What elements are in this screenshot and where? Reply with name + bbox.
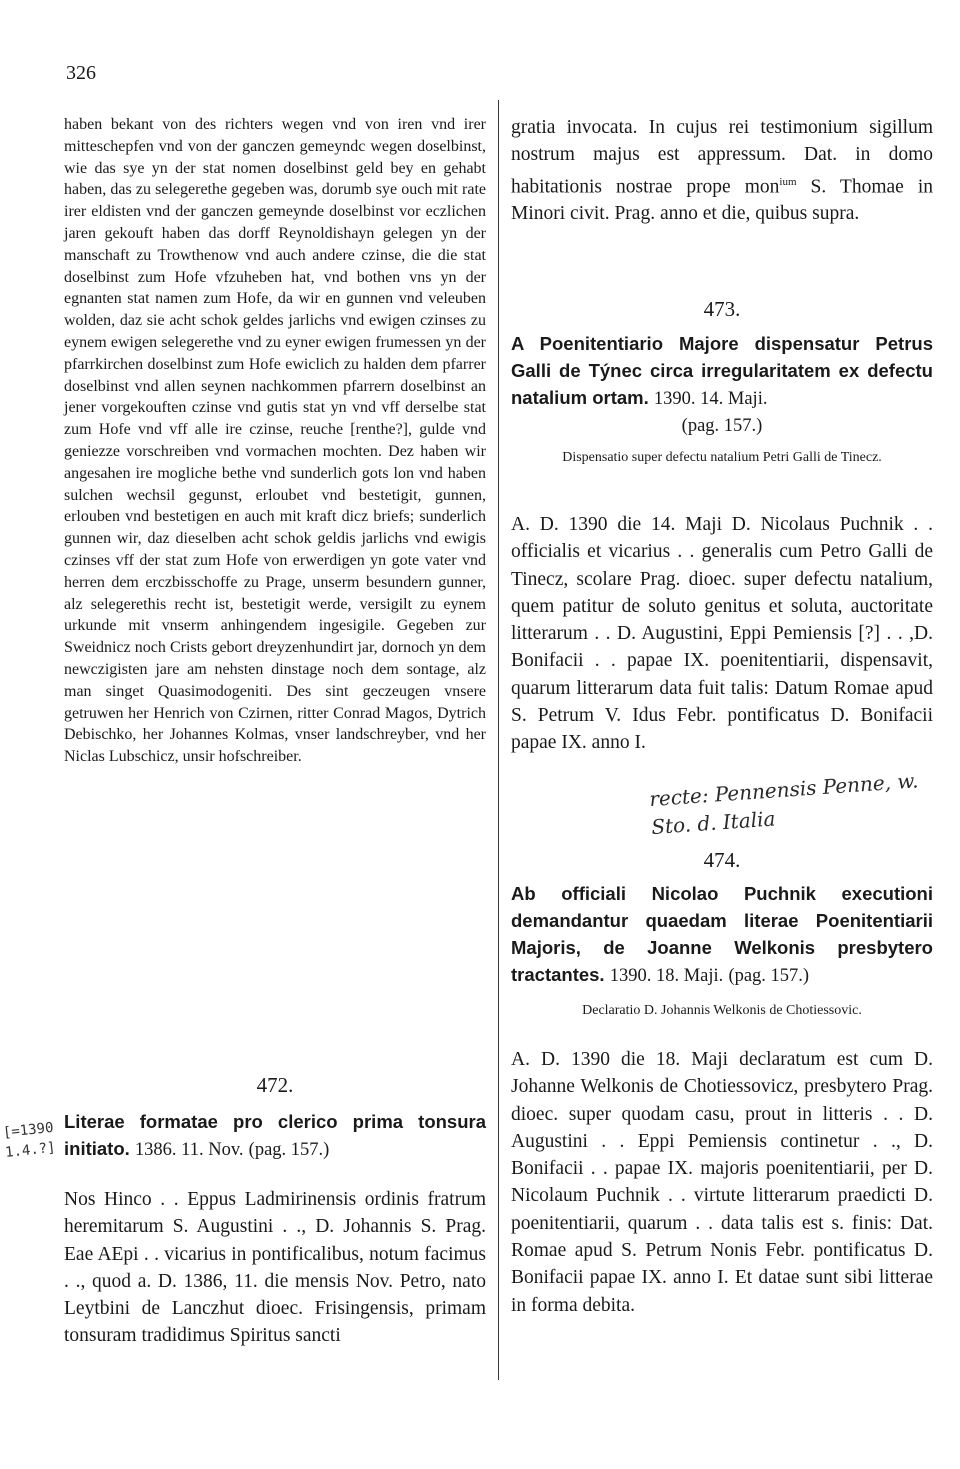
right-column [511, 114, 933, 228]
document-number-472: 472. [256, 1073, 294, 1097]
heading-date-473: 1390. 14. Maji. [653, 389, 768, 409]
german-charter-text: haben bekant von des richters wegen vnd von iren vnd irer mitteschepfen vnd von der ganczen gemeyndc wegen doselbinst, wie das sye yn der stat nomen doselbinst geld bey en gehabt haben, das zu selegerethe gegeben was, dorumb sye ouch mit rate irer eldisten vnd der ganczen gemeynde doselbinst vor eczlichen jaren gekouft haben das dorff Reynoldishayn gelegen yn der manschaft zu Trowthenow vnd auch andere czinse, die die stat doselbinst zum Hofe vfzuheben hat, vnd bothen vns yn der egnanten stat namen zum Hofe, da wir en gunnen vnd veleuben wolden, daz sie acht schok geldes jarlichs vnd ewigen czinses zu eynem ewigen selegerethe vnd zu eyner ewigen frumessen yn der pfarrkirchen doselbinst zum Hofe ewiclich zu halden dem pfarrer doselbinst vnd allen seynen nachkommen pfarrern doselbinst an jener vorgekouften czinse vnd gutis stat yn vnd vff derselbe stat zum Hofe vnd vff alle ire czinse, reuche [renthe?], gulde vnd geniezze vorschreiben vnd vormachen mochten. Dez haben wir angesahen ire mogliche bethe vnd sunderlich gots lon vnd haben sulchen wechsil gegunst, erloubet vnd bestetigit, gunnen, erlouben vnd bestetigen en auch mit kraft dicz briefs; sunderlich gunnen wir, daz dieselben acht schok geldis jarlichs vnd ewigis czinses vff der stat zum Hofe von erwerdigen yn gote vater vnd herren dem erczbisschoffe zu Prage, unserm besundern gunner, alz selegerethis recht ist, bestetigit werde, versigilt zu eynem urkunde mit vnserm anhingendem ingesigile. Gegeben zur Sweidnicz noch Crists gebort dreyzenhundirt jar, dornoch yn dem newczigisten jare am nehsten dinstage noch dem sontage, alz man singet Quasimodogeniti. Des sint geczeugen vnsere getruwen her Henrich von Czirnen, ritter Conrad Magos, Dytrich Debischko, her Johannes Kolmas, vnser landschreyber, vnd her Niclas Lubschicz, unsir hofschreiber. [64, 116, 486, 766]
left-column [64, 114, 486, 768]
page-number: 326 [66, 62, 96, 84]
heading-date-474: 1390. 18. Maji. [609, 966, 724, 986]
continuation-text-part-1: gratia invocata. In cujus rei testimonium sigillum nostrum majus est appressum. Dat. in domo habitationis nostrae prope mon [511, 117, 933, 198]
document-text-473: A. D. 1390 die 14. Maji D. Nicolaus Puchnik . . officialis et vicarius . . generalis cum Petro Galli de Tinecz, scolare Prag. dioec. super defectu natalium, quem patitur de soluto genitus et soluta, auctoritate litterarum . . D. Augustini, Eppi Pemiensis [?] . . ,D. Bonifacii . . papae IX. poenitentiarii, dispensavit, quarum litterarum data fuit talis: Datum Romae apud S. Petrum V. Idus Febr. pontificatus D. Bonifacii papae IX. anno I. [511, 514, 933, 754]
heading-title-472: Literae formatae pro clerico prima tonsura initiato. [64, 1111, 486, 1159]
document-text-472: Nos Hinco . . Eppus Ladmirinensis ordinis fratrum heremitarum S. Augustini . ., D. Johannis S. Prag. Eae AEpi . . vicarius in pontificalibus, notum facimus . ., quod a. D. 1386, 11. die mensis Nov. Petro, nato Leytbini de Lanczhut dioec. Frisingensis, primam tonsuram tradidimus Spiritus sancti [64, 1189, 486, 1347]
document-text-474: A. D. 1390 die 18. Maji declaratum est cum D. Johanne Welkonis de Chotiessovicz, presbytero Prag. dioec. super quodam casu, prout in litteris . . D. Augustini . . Eppi Pemiensis continetur . ., D. Bonifacii . . papae IX. majoris poenitentiarii, per D. Nicolaum Puchnik . . virtute litterarum praedicti D. poenitentiarii, quarum . . data talis est s. finis: Dat. Romae apud S. Petrum Nonis Febr. pontificatus D. Bonifacii papae IX. anno I. Et datae sunt sibi litterae in forma debita. [511, 1049, 933, 1316]
continuation-text-part-2: S. Thomae in Minori civit. Prag. anno et die, quibus supra. [511, 176, 933, 225]
heading-title-473: A Poenitentiario Majore dispensatur Petrus Galli de Týnec circa irregularitatem ex defectu natalium ortam. [511, 333, 933, 408]
continuation-superscript: ium [779, 175, 797, 188]
document-heading-473 [511, 330, 933, 440]
heading-page-ref-474: (pag. 157.) [728, 966, 810, 986]
document-summary-474: Declaratio D. Johannis Welkonis de Chotiessovic. [582, 1003, 862, 1018]
heading-title-474: Ab officiali Nicolao Puchnik executioni demandantur quaedam literae Poenitentiarii Majoris, de Joanne Welkonis presbytero tractantes. [511, 883, 933, 985]
document-number-474: 474. [703, 848, 741, 872]
heading-page-ref-473: (pag. 157.) [681, 416, 763, 436]
document-heading-474 [511, 880, 933, 990]
document-summary-473: Dispensatio super defectu natalium Petri Galli de Tinecz. [562, 450, 882, 465]
heading-page-ref-472: (pag. 157.) [248, 1140, 330, 1160]
document-heading-472 [64, 1108, 486, 1164]
margin-annotation: [=1390 1.4.?] [2, 1119, 57, 1161]
handwritten-correction: recte: Pennensis Penne, w. Sto. d. Italia [648, 768, 920, 840]
document-number-473: 473. [703, 297, 741, 321]
column-divider [498, 100, 499, 1380]
heading-date-472: 1386. 11. Nov. [134, 1140, 244, 1160]
continuation-text [511, 114, 933, 228]
